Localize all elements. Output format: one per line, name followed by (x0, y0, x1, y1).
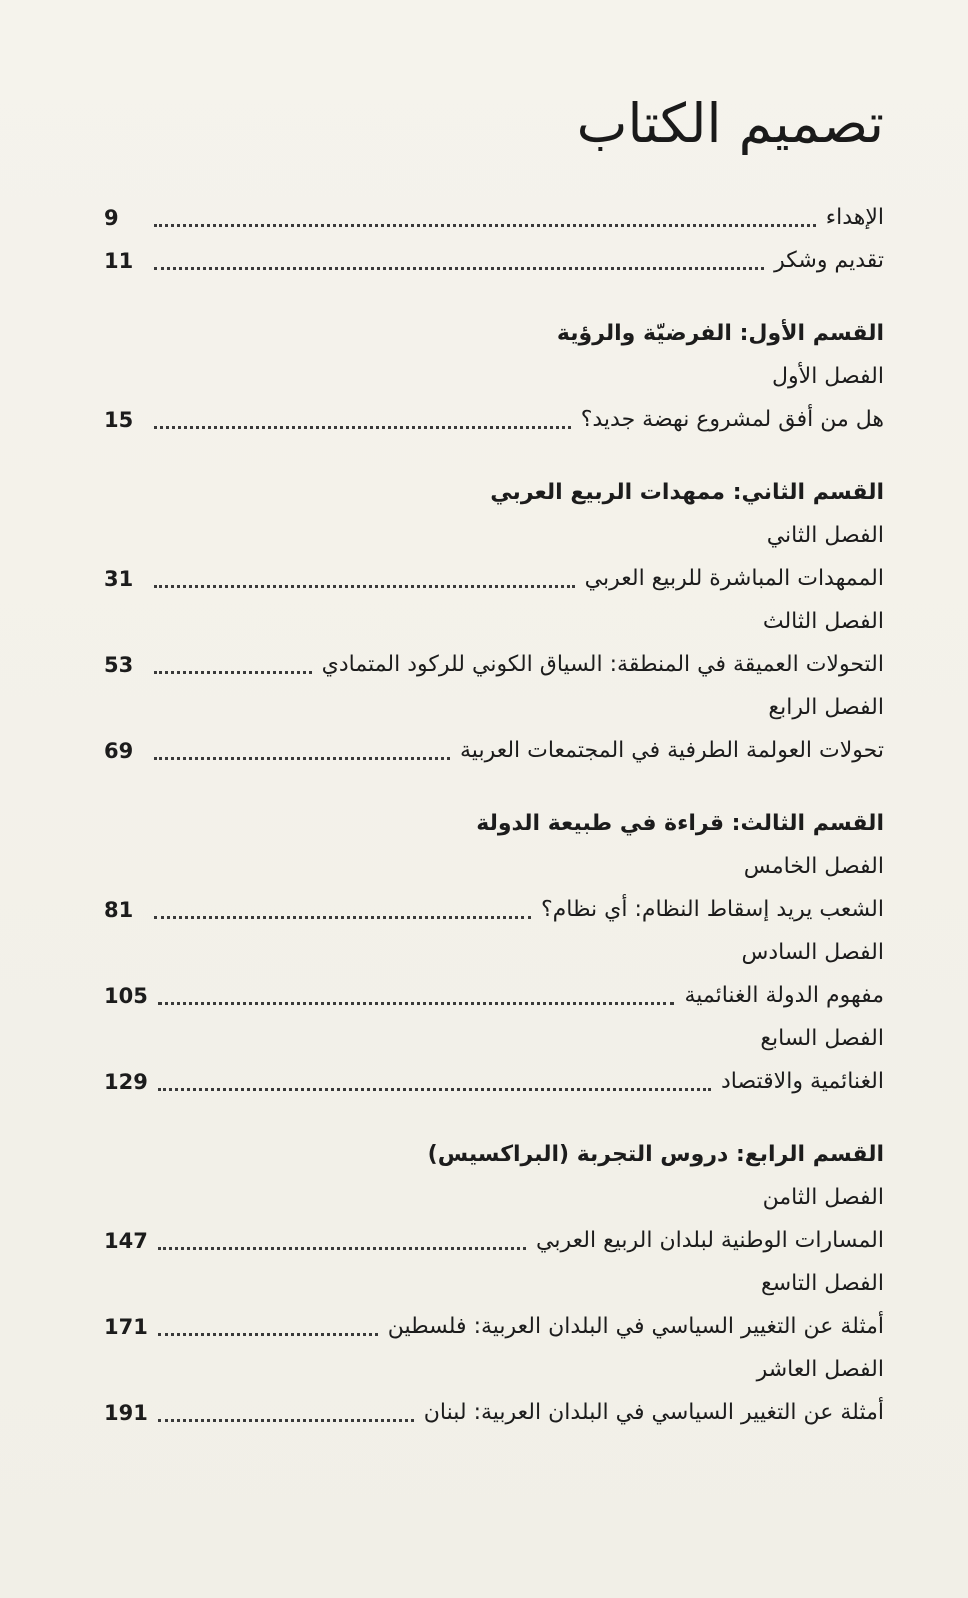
chapter-heading (104, 600, 884, 643)
chapter-heading (104, 1017, 884, 1060)
chapter-number: الفصل التاسع (761, 1271, 884, 1296)
toc-page-number: 105 (104, 983, 148, 1008)
toc-page-number: 53 (104, 652, 134, 677)
part-heading (104, 471, 884, 514)
chapter-number: الفصل السابع (760, 1026, 884, 1051)
spacer (104, 282, 884, 312)
leader-dots (154, 914, 531, 919)
chapter-number: الفصل الثامن (762, 1185, 884, 1210)
part-heading (104, 802, 884, 845)
leader-dots (154, 265, 764, 270)
part-title: القسم الثالث: قراءة في طبيعة الدولة (476, 811, 884, 836)
toc-entry[interactable] (104, 729, 884, 772)
leader-dots (158, 1417, 414, 1422)
chapter-heading (104, 845, 884, 888)
part-heading (104, 1133, 884, 1176)
leader-dots (154, 222, 816, 227)
page-title: تصميم الكتاب (576, 92, 884, 155)
toc-entry[interactable] (104, 557, 884, 600)
leader-dots (158, 1000, 675, 1005)
toc-page-number: 69 (104, 738, 134, 763)
part-title: القسم الأول: الفرضيّة والرؤية (556, 321, 884, 346)
chapter-number: الفصل الثاني (766, 523, 884, 548)
part-title: القسم الثاني: ممهدات الربيع العربي (490, 480, 884, 505)
leader-dots (158, 1086, 711, 1091)
toc-entry[interactable] (104, 1219, 884, 1262)
toc-entry-label: المسارات الوطنية لبلدان الربيع العربي (536, 1228, 884, 1253)
chapter-heading (104, 931, 884, 974)
chapter-number: الفصل السادس (741, 940, 884, 965)
toc-entry-label: تحولات العولمة الطرفية في المجتمعات العربية (460, 738, 884, 763)
chapter-heading (104, 1262, 884, 1305)
leader-dots (154, 755, 450, 760)
toc-page-number: 11 (104, 248, 134, 273)
chapter-number: الفصل الأول (772, 364, 884, 389)
chapter-heading (104, 1348, 884, 1391)
toc-entry-label: تقديم وشكر (774, 248, 884, 273)
toc-entry[interactable] (104, 1060, 884, 1103)
toc-entry-dedication[interactable] (104, 196, 884, 239)
toc-entry[interactable] (104, 398, 884, 441)
part-heading (104, 312, 884, 355)
chapter-number: الفصل الخامس (743, 854, 884, 879)
spacer (104, 1103, 884, 1133)
toc-entry-label: هل من أفق لمشروع نهضة جديد؟ (580, 407, 884, 432)
toc-entry-label: أمثلة عن التغيير السياسي في البلدان العربية: لبنان (423, 1400, 884, 1425)
toc-entry-preface[interactable] (104, 239, 884, 282)
chapter-heading (104, 1176, 884, 1219)
spacer (104, 441, 884, 471)
toc-entry-label: أمثلة عن التغيير السياسي في البلدان العربية: فلسطين (387, 1314, 884, 1339)
chapter-number: الفصل الرابع (768, 695, 884, 720)
leader-dots (154, 583, 575, 588)
table-of-contents (104, 196, 884, 1434)
toc-entry[interactable] (104, 974, 884, 1017)
chapter-heading (104, 355, 884, 398)
leader-dots (158, 1245, 526, 1250)
toc-entry[interactable] (104, 643, 884, 686)
toc-page-number: 171 (104, 1314, 148, 1339)
toc-page-number: 147 (104, 1228, 148, 1253)
toc-page-number: 129 (104, 1069, 148, 1094)
chapter-heading (104, 514, 884, 557)
toc-entry[interactable] (104, 1391, 884, 1434)
leader-dots (154, 424, 571, 429)
toc-page-number: 9 (104, 205, 119, 230)
toc-entry-label: الغنائمية والاقتصاد (720, 1069, 884, 1094)
chapter-heading (104, 686, 884, 729)
chapter-number: الفصل العاشر (756, 1357, 884, 1382)
toc-entry[interactable] (104, 1305, 884, 1348)
toc-page-number: 191 (104, 1400, 148, 1425)
spacer (104, 772, 884, 802)
toc-entry-label: الشعب يريد إسقاط النظام: أي نظام؟ (540, 897, 884, 922)
toc-page-number: 15 (104, 407, 134, 432)
toc-page-number: 81 (104, 897, 134, 922)
part-title: القسم الرابع: دروس التجربة (البراكسيس) (427, 1142, 884, 1167)
toc-entry[interactable] (104, 888, 884, 931)
chapter-number: الفصل الثالث (762, 609, 884, 634)
toc-entry-label: الإهداء (825, 205, 884, 230)
leader-dots (154, 669, 312, 674)
toc-page-number: 31 (104, 566, 134, 591)
toc-entry-label: مفهوم الدولة الغنائمية (684, 983, 884, 1008)
leader-dots (158, 1331, 378, 1336)
toc-entry-label: الممهدات المباشرة للربيع العربي (584, 566, 884, 591)
toc-entry-label: التحولات العميقة في المنطقة: السياق الكوني للركود المتمادي (321, 652, 884, 677)
